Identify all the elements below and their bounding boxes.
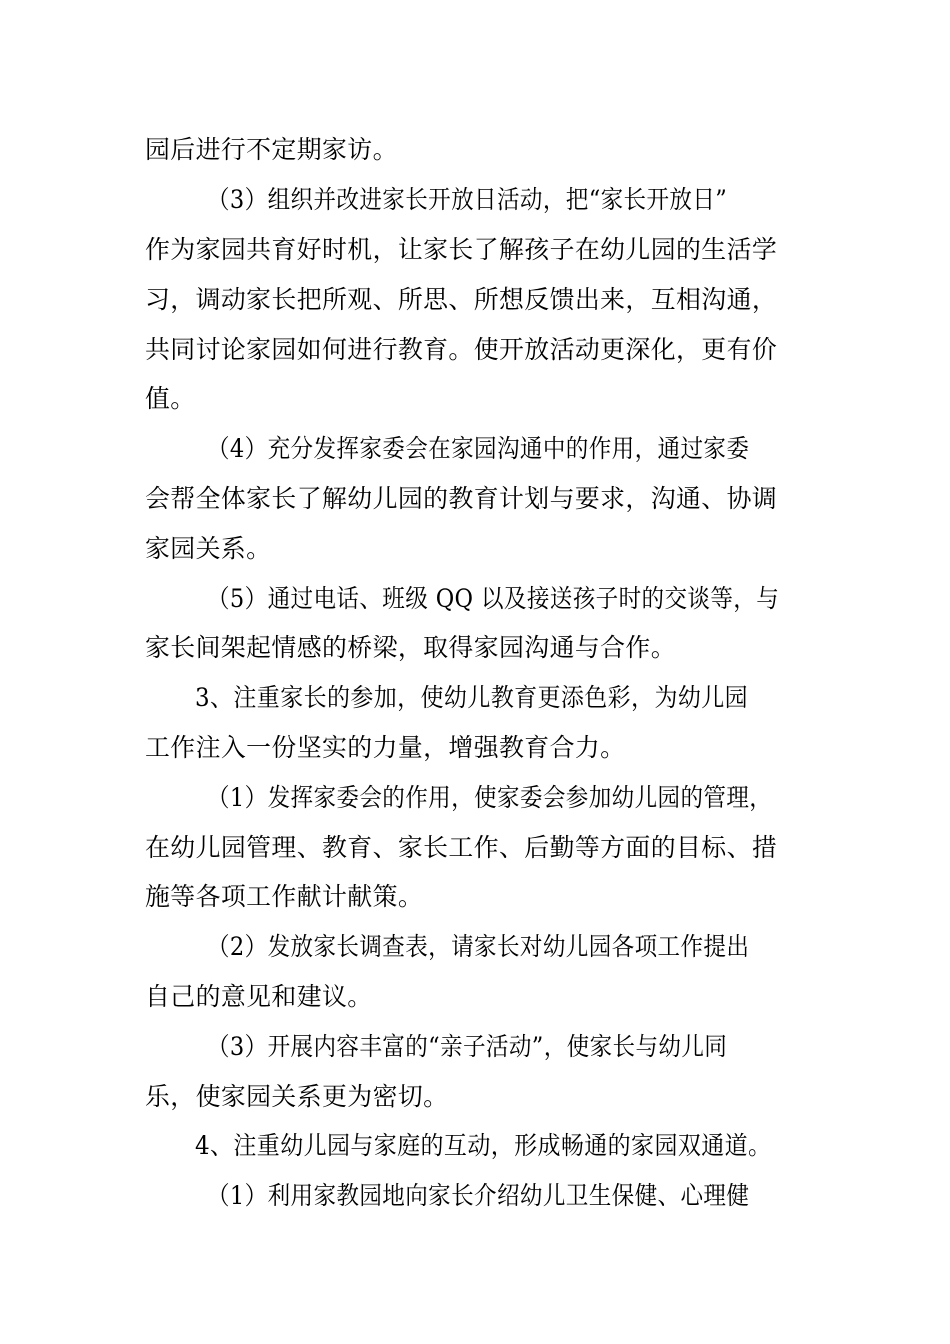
text-line: 家园关系。 — [145, 534, 272, 563]
text-line: （2）发放家长调查表，请家长对幼儿园各项工作提出 — [207, 932, 750, 961]
text-line: 工作注入一份坚实的力量，增强教育合力。 — [145, 733, 626, 762]
text-line: 自己的意见和建议。 — [145, 982, 373, 1011]
text-line: （3）开展内容丰富的“亲子活动”，使家长与幼儿同 — [207, 1032, 728, 1061]
text-line: 值。 — [145, 384, 196, 413]
text-line: 习，调动家长把所观、所思、所想反馈出来，互相沟通， — [145, 285, 778, 314]
text-line: （4）充分发挥家委会在家园沟通中的作用，通过家委 — [207, 434, 750, 463]
text-line: 共同讨论家园如何进行教育。使开放活动更深化，更有价 — [145, 335, 778, 364]
text-line: 3、注重家长的参加，使幼儿教育更添色彩，为幼儿园 — [195, 683, 749, 712]
text-line: （1）发挥家委会的作用，使家委会参加幼儿园的管理， — [207, 783, 773, 812]
text-line: 园后进行不定期家访。 — [145, 135, 398, 164]
text-line: （1）利用家教园地向家长介绍幼儿卫生保健、心理健 — [207, 1181, 750, 1210]
text-line: 4、注重幼儿园与家庭的互动，形成畅通的家园双通道。 — [195, 1131, 772, 1160]
text-line: 作为家园共育好时机，让家长了解孩子在幼儿园的生活学 — [145, 235, 778, 264]
text-line: 会帮全体家长了解幼儿园的教育计划与要求，沟通、协调 — [145, 484, 778, 513]
text-line: 施等各项工作献计献策。 — [145, 882, 424, 911]
text-line: 乐，使家园关系更为密切。 — [145, 1082, 449, 1111]
text-line: 在幼儿园管理、教育、家长工作、后勤等方面的目标、措 — [145, 833, 778, 862]
text-line: 家长间架起情感的桥梁，取得家园沟通与合作。 — [145, 633, 677, 662]
text-line: （3）组织并改进家长开放日活动，把“家长开放日” — [207, 185, 728, 214]
text-line: （5）通过电话、班级 QQ 以及接送孩子时的交谈等，与 — [207, 584, 780, 613]
